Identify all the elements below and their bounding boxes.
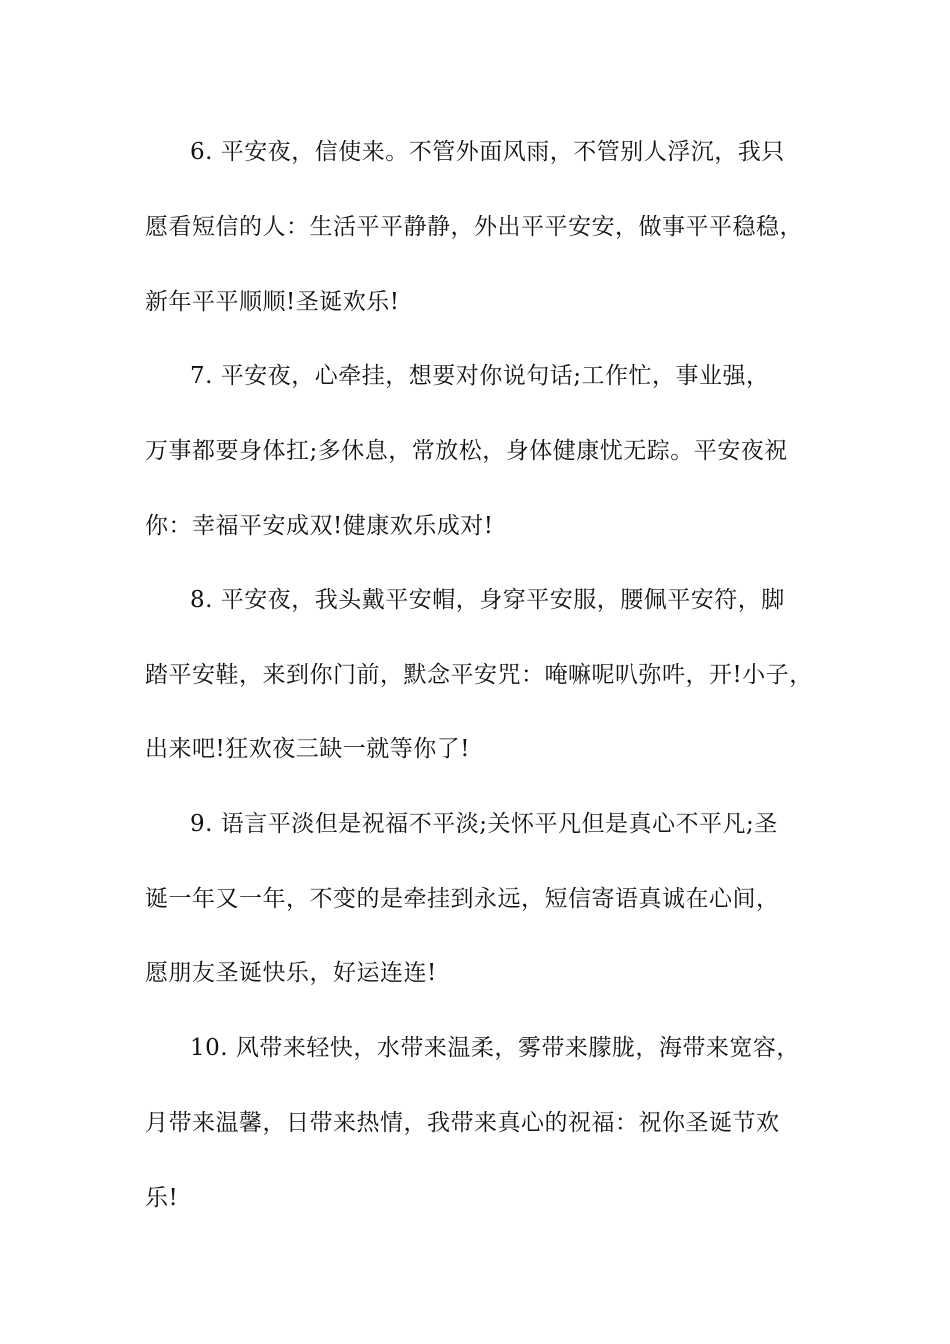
paragraph-7-line-1: 7. 平安夜，心牵挂，想要对你说句话;工作忙，事业强， [190, 363, 770, 389]
paragraph-10-line-2: 月带来温馨，日带来热情，我带来真心的祝福：祝你圣诞节欢 [145, 1110, 780, 1136]
paragraph-6-line-1: 6. 平安夜，信使来。不管外面风雨，不管别人浮沉，我只 [190, 139, 785, 165]
paragraph-7-line-3: 你：幸福平安成双!健康欢乐成对! [145, 513, 494, 539]
paragraph-9-line-2: 诞一年又一年，不变的是牵挂到永远，短信寄语真诚在心间， [145, 886, 780, 912]
paragraph-6-line-3: 新年平平顺顺!圣诞欢乐! [145, 289, 400, 315]
paragraph-8-line-1: 8. 平安夜，我头戴平安帽，身穿平安服，腰佩平安符，脚 [190, 587, 785, 613]
paragraph-6-line-2: 愿看短信的人：生活平平静静，外出平平安安，做事平平稳稳， [145, 214, 803, 240]
paragraph-8-line-3: 出来吧!狂欢夜三缺一就等你了! [145, 736, 470, 762]
paragraph-9-line-1: 9. 语言平淡但是祝福不平淡;关怀平凡但是真心不平凡;圣 [190, 811, 778, 837]
paragraph-9-line-3: 愿朋友圣诞快乐，好运连连! [145, 960, 437, 986]
paragraph-10-line-3: 乐! [145, 1185, 179, 1211]
paragraph-10-line-1: 10. 风带来轻快，水带来温柔，雾带来朦胧，海带来宽容， [190, 1035, 800, 1061]
paragraph-8-line-2: 踏平安鞋，来到你门前，默念平安咒：唵嘛呢叭弥吽，开!小子， [145, 662, 813, 688]
paragraph-7-line-2: 万事都要身体扛;多休息，常放松，身体健康忧无踪。平安夜祝 [145, 438, 788, 464]
